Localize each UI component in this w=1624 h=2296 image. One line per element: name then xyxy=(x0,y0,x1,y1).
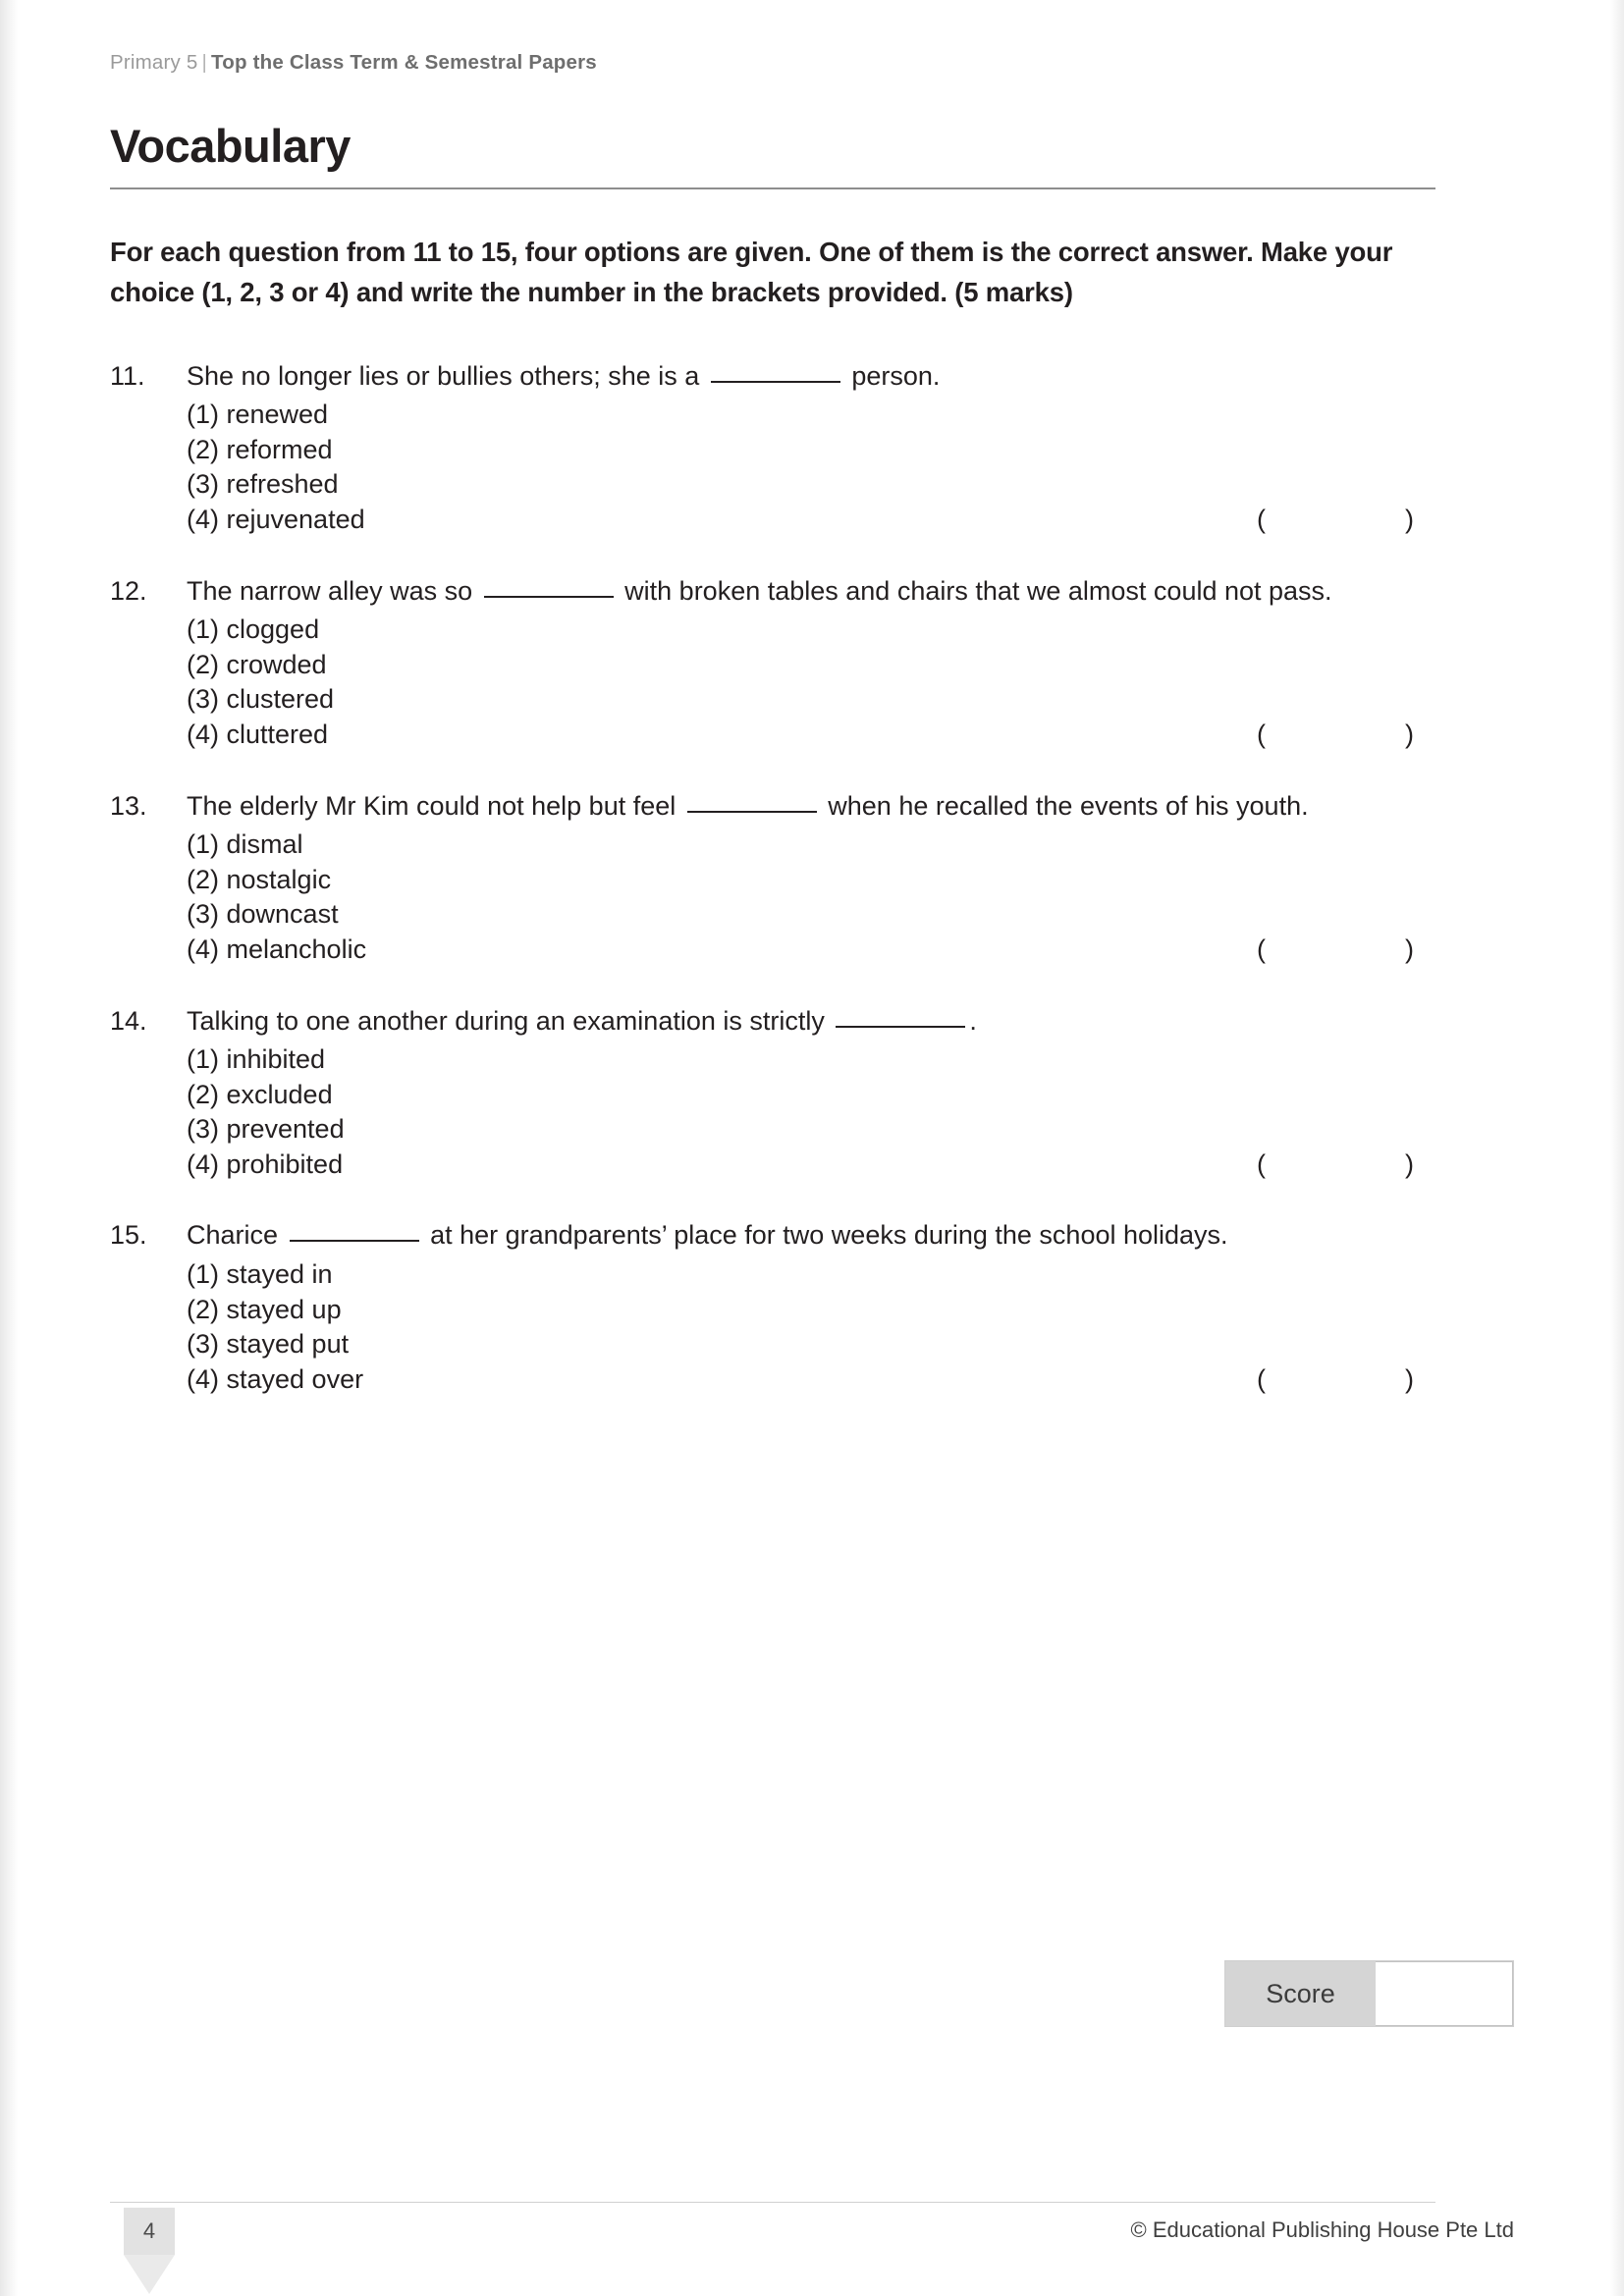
question-11-stem-before: She no longer lies or bullies others; she is a xyxy=(187,360,700,391)
option-item[interactable] xyxy=(187,433,1435,468)
bracket-close: ) xyxy=(1405,1363,1414,1394)
option-item[interactable] xyxy=(187,933,1435,968)
bracket-open: ( xyxy=(1257,934,1266,964)
question-13-number: 13. xyxy=(110,790,147,821)
question-13-options xyxy=(110,828,1435,968)
question-12-stem-after: with broken tables and chairs that we almost could not pass. xyxy=(624,575,1332,606)
option-label: (2) nostalgic xyxy=(187,864,332,894)
question-13-stem-before: The elderly Mr Kim could not help but feel xyxy=(187,790,677,821)
option-item[interactable] xyxy=(187,1327,1435,1362)
question-11-stem xyxy=(187,358,1435,394)
option-label: (4) stayed over xyxy=(187,1363,364,1394)
option-item[interactable] xyxy=(187,1042,1435,1078)
option-item[interactable] xyxy=(187,682,1435,718)
bracket-close: ) xyxy=(1405,719,1414,749)
question-11 xyxy=(110,358,1435,538)
bracket-open: ( xyxy=(1257,1148,1266,1179)
answer-blank xyxy=(484,596,614,598)
page-content xyxy=(110,51,1435,1432)
option-label: (3) prevented xyxy=(187,1114,345,1145)
header-separator: | xyxy=(201,51,208,74)
option-item[interactable] xyxy=(187,1362,1435,1398)
question-13-stem-after: when he recalled the events of his youth. xyxy=(828,790,1309,821)
option-label: (3) refreshed xyxy=(187,469,339,500)
question-12-head xyxy=(110,573,1435,609)
answer-bracket[interactable] xyxy=(1257,1362,1414,1398)
option-item[interactable] xyxy=(187,503,1435,538)
page-edge-shadow-left xyxy=(0,0,18,2296)
option-label: (4) prohibited xyxy=(187,1148,344,1179)
option-label: (2) excluded xyxy=(187,1079,333,1109)
question-14-head xyxy=(110,1003,1435,1039)
question-12-options xyxy=(110,613,1435,753)
answer-blank xyxy=(687,811,817,813)
answer-blank xyxy=(290,1240,419,1242)
option-label: (4) cluttered xyxy=(187,719,329,749)
option-label: (3) downcast xyxy=(187,899,339,930)
question-14 xyxy=(110,1003,1435,1183)
bracket-open: ( xyxy=(1257,719,1266,749)
option-label: (3) stayed put xyxy=(187,1329,350,1360)
bracket-close: ) xyxy=(1405,934,1414,964)
option-item[interactable] xyxy=(187,897,1435,933)
question-13-head xyxy=(110,788,1435,824)
score-label: Score xyxy=(1225,1961,1376,2026)
question-11-stem-after: person. xyxy=(851,360,941,391)
header-book-title: Top the Class Term & Semestral Papers xyxy=(211,51,597,74)
header-level: Primary 5 xyxy=(110,51,198,74)
bracket-open: ( xyxy=(1257,1363,1266,1394)
option-label: (2) crowded xyxy=(187,649,327,679)
question-14-number: 14. xyxy=(110,1005,147,1036)
option-label: (4) rejuvenated xyxy=(187,505,365,535)
option-item[interactable] xyxy=(187,718,1435,753)
question-12-stem xyxy=(187,573,1435,609)
question-11-head xyxy=(110,358,1435,394)
question-13-stem xyxy=(187,788,1435,824)
question-15-options xyxy=(110,1257,1435,1398)
copyright-text: © Educational Publishing House Pte Ltd xyxy=(1130,2217,1514,2242)
answer-blank xyxy=(711,381,840,383)
question-12 xyxy=(110,573,1435,753)
question-15-number: 15. xyxy=(110,1220,147,1251)
question-11-options xyxy=(110,398,1435,538)
question-14-stem-after: . xyxy=(969,1005,977,1036)
question-11-number: 11. xyxy=(110,360,145,391)
option-label: (4) melancholic xyxy=(187,934,367,964)
question-15 xyxy=(110,1217,1435,1397)
question-15-head xyxy=(110,1217,1435,1253)
bracket-close: ) xyxy=(1405,1148,1414,1179)
question-12-number: 12. xyxy=(110,575,147,606)
option-item[interactable] xyxy=(187,1112,1435,1148)
bracket-open: ( xyxy=(1257,505,1266,535)
option-label: (1) inhibited xyxy=(187,1043,326,1074)
option-label: (1) renewed xyxy=(187,400,329,430)
answer-blank xyxy=(836,1026,965,1028)
page-number-tail xyxy=(124,2255,175,2294)
option-item[interactable] xyxy=(187,398,1435,433)
question-14-options xyxy=(110,1042,1435,1183)
question-15-stem-after: at her grandparents’ place for two weeks during the school holidays. xyxy=(430,1220,1228,1251)
option-item[interactable] xyxy=(187,1148,1435,1183)
question-13 xyxy=(110,788,1435,968)
instructions-text: For each question from 11 to 15, four options are given. One of them is the correct answer. Make your choice (1, 2, 3 or 4) and write the number in the brackets provided. (5 marks) xyxy=(110,237,1393,308)
option-label: (3) clustered xyxy=(187,684,335,715)
option-item[interactable] xyxy=(187,613,1435,648)
option-item[interactable] xyxy=(187,863,1435,898)
option-label: (1) stayed in xyxy=(187,1258,333,1289)
option-item[interactable] xyxy=(187,828,1435,863)
answer-bracket[interactable] xyxy=(1257,933,1414,968)
option-label: (2) reformed xyxy=(187,434,333,464)
title-divider xyxy=(110,187,1435,189)
question-12-stem-before: The narrow alley was so xyxy=(187,575,473,606)
page-number: 4 xyxy=(124,2208,175,2255)
option-item[interactable] xyxy=(187,1078,1435,1113)
page-edge-shadow-right xyxy=(1610,0,1624,2296)
option-item[interactable] xyxy=(187,467,1435,503)
option-label: (2) stayed up xyxy=(187,1294,342,1324)
option-item[interactable] xyxy=(187,648,1435,683)
option-label: (1) dismal xyxy=(187,829,303,860)
answer-bracket[interactable] xyxy=(1257,718,1414,753)
answer-bracket[interactable] xyxy=(1257,503,1414,538)
page-title: Vocabulary xyxy=(110,120,351,172)
running-header xyxy=(110,51,1435,75)
answer-bracket[interactable] xyxy=(1257,1148,1414,1183)
option-item[interactable] xyxy=(187,1293,1435,1328)
footer-divider xyxy=(110,2202,1435,2203)
question-15-stem-before: Charice xyxy=(187,1220,279,1251)
score-input[interactable] xyxy=(1376,1961,1513,2026)
question-14-stem xyxy=(187,1003,1435,1039)
score-box xyxy=(1224,1960,1514,2027)
question-15-stem xyxy=(187,1217,1435,1253)
option-item[interactable] xyxy=(187,1257,1435,1293)
bracket-close: ) xyxy=(1405,505,1414,535)
question-14-stem-before: Talking to one another during an examination is strictly xyxy=(187,1005,825,1036)
option-label: (1) clogged xyxy=(187,614,320,645)
